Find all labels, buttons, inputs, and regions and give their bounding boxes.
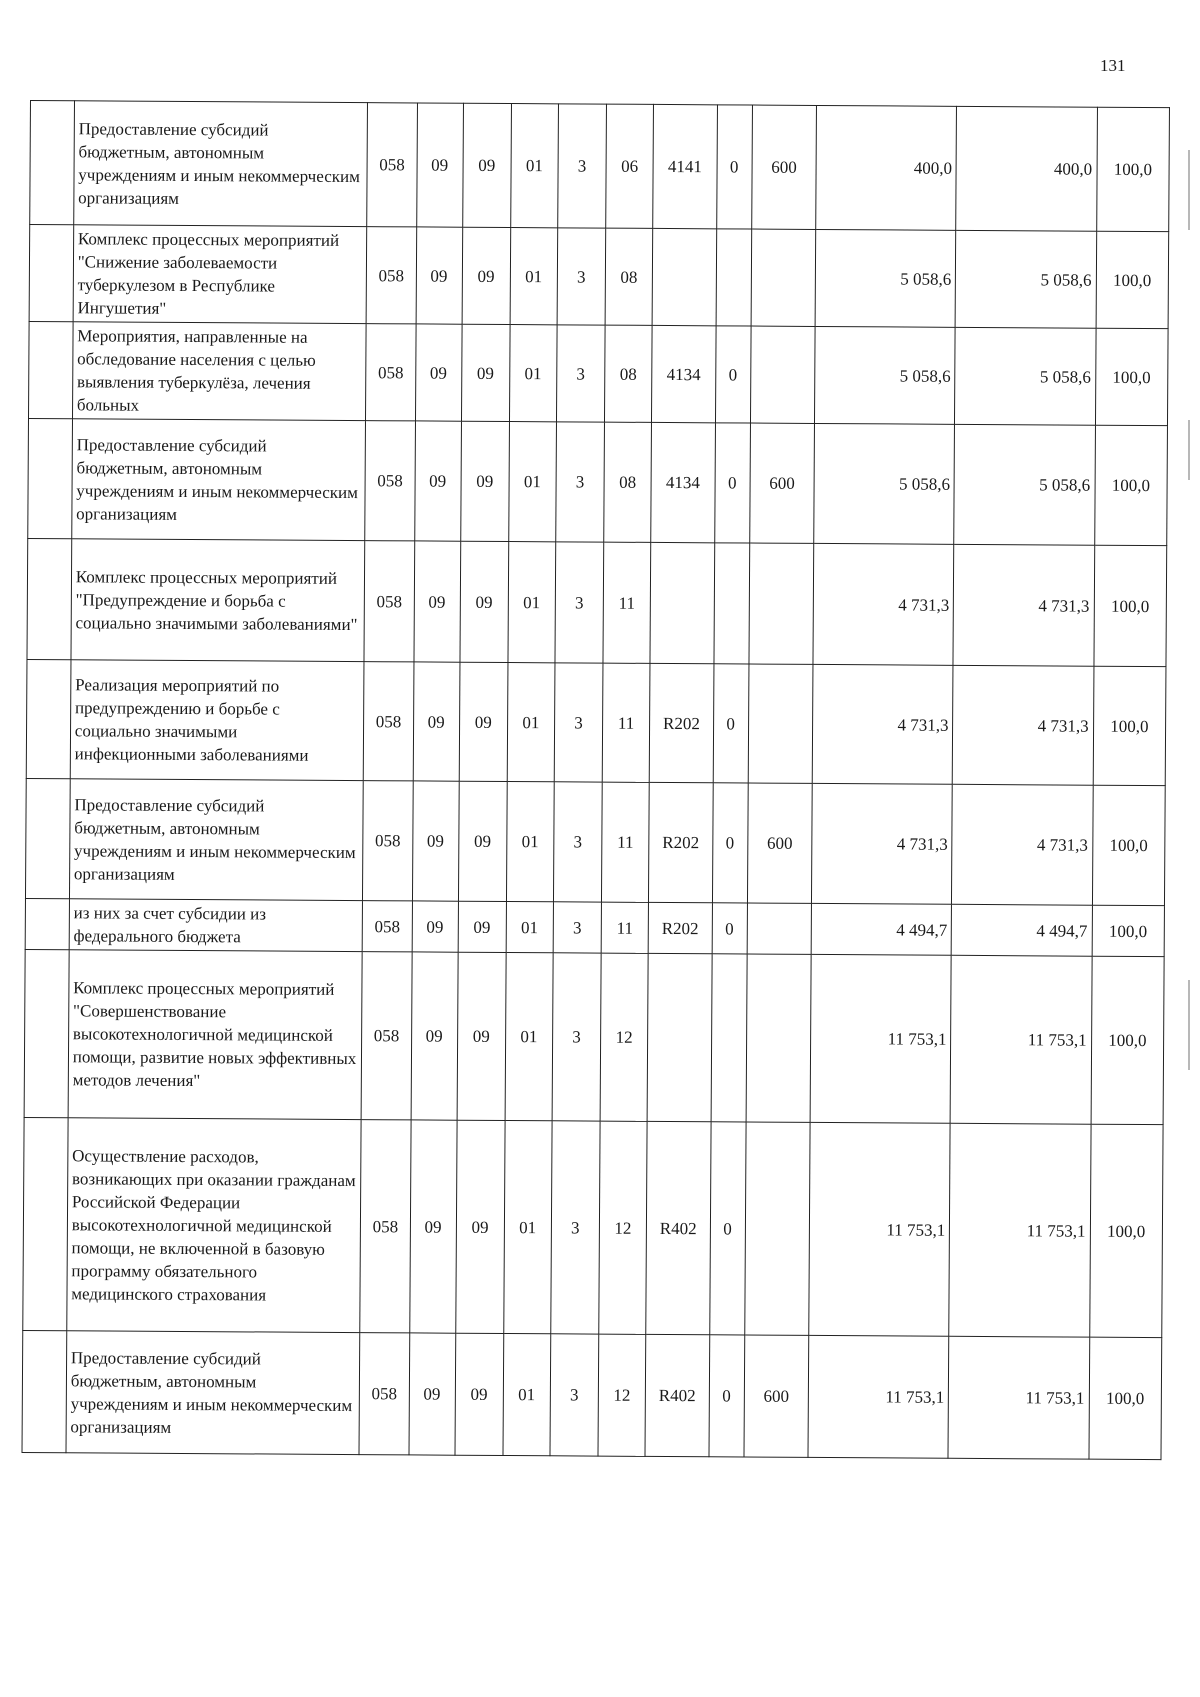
row-name-cell: Комплекс процессных мероприятий "Снижение заболеваемости туберкулезом в Республике Ингушетия" [73,225,367,324]
amount-col-2: 5 058,6 [956,230,1097,328]
code-col-5: 3 [558,104,607,228]
budget-table [21,100,1169,1460]
code-col-2: 09 [416,103,463,227]
percent-col: 100,0 [1093,666,1166,785]
row-number-cell [26,659,71,778]
code-col-1: 058 [363,781,413,901]
percent-col: 100,0 [1089,1337,1162,1459]
code-col-4: 01 [503,1333,551,1455]
row-name-cell: из них за счет субсидии из федерального бюджета [69,899,363,952]
table-row [27,538,1167,666]
code-col-5: 3 [550,1334,599,1456]
code-col-1: 058 [366,324,416,421]
code-col-1: 058 [365,421,415,541]
code-col-8: 0 [709,1122,745,1335]
table-row [29,225,1169,329]
code-col-6: 12 [598,1334,646,1456]
code-col-4: 01 [507,663,555,782]
table-row [28,418,1168,545]
table-row [23,1117,1163,1337]
code-col-9: 600 [751,105,816,229]
code-col-7: 4134 [651,422,715,542]
code-col-6: 06 [606,104,654,228]
code-col-8: 0 [715,326,751,423]
code-col-2: 09 [413,662,460,781]
amount-col-1: 5 058,6 [815,326,956,424]
code-col-7: R202 [649,663,713,782]
code-col-5: 3 [556,422,605,542]
percent-col: 100,0 [1096,107,1169,231]
code-col-9 [751,229,816,326]
percent-col: 100,0 [1092,905,1165,956]
code-col-9 [750,326,815,423]
table-row [30,101,1170,232]
code-col-1: 058 [362,901,412,952]
percent-col: 100,0 [1092,785,1165,905]
code-col-9 [749,543,814,664]
amount-col-1: 11 753,1 [810,954,951,1123]
amount-col-2: 11 753,1 [949,1123,1091,1337]
amount-col-2: 4 731,3 [952,784,1093,905]
row-number-cell [24,949,69,1117]
amount-col-1: 4 731,3 [812,783,953,904]
amount-col-1: 5 058,6 [814,423,955,544]
code-col-7: R402 [646,1121,711,1334]
code-col-3: 09 [458,781,507,901]
code-col-6: 11 [601,782,649,902]
row-name-cell: Мероприятия, направленные на обследование населения с целью выявления туберкулёза, лечения больных [72,322,366,421]
code-col-5: 3 [554,663,603,782]
code-col-9 [748,664,813,783]
code-col-2: 09 [412,781,459,901]
code-col-1: 058 [364,541,414,662]
code-col-8: 0 [716,105,752,229]
code-col-2: 09 [411,952,458,1120]
amount-col-2: 5 058,6 [955,327,1096,425]
table-body [22,101,1169,1460]
code-col-3: 09 [459,662,508,781]
code-col-7: R202 [649,782,713,902]
code-col-8: 0 [712,783,748,903]
amount-col-1: 5 058,6 [815,229,956,327]
percent-col: 100,0 [1095,328,1168,425]
row-number-cell [28,321,72,418]
row-number-cell [23,1117,68,1330]
scan-edge-mark [1188,980,1190,1070]
table-row [24,949,1164,1124]
amount-col-1: 4 494,7 [811,903,951,955]
amount-col-2: 4 731,3 [953,665,1094,785]
code-col-7 [647,953,712,1121]
code-col-9: 600 [744,1335,809,1457]
amount-col-2: 400,0 [956,106,1097,231]
code-col-4: 01 [506,782,554,902]
budget-table-sheet [21,100,1170,1582]
code-col-1: 058 [360,1120,411,1333]
code-col-1: 058 [359,1333,409,1455]
code-col-5: 3 [556,325,605,422]
row-name-cell: Предоставление субсидий бюджетным, автономным учреждениям и иным некоммерческим организациям [66,1331,360,1455]
code-col-4: 01 [504,1121,552,1334]
amount-col-2: 11 753,1 [948,1336,1089,1459]
code-col-3: 09 [457,952,506,1120]
row-name-cell: Предоставление субсидий бюджетным, автономным учреждениям и иным некоммерческим организациям [74,101,368,227]
page-number: 131 [1100,56,1126,75]
code-col-8: 0 [709,1335,745,1457]
code-col-2: 09 [414,541,461,662]
code-col-3: 09 [455,1120,505,1333]
code-col-8: 0 [713,664,749,783]
code-col-1: 058 [366,227,416,324]
row-number-cell [22,1330,67,1452]
table-row [22,1330,1162,1459]
code-col-6: 11 [603,542,651,663]
code-col-7: R402 [645,1334,709,1456]
code-col-8 [716,229,752,326]
code-col-9 [747,903,812,954]
code-col-5: 3 [552,953,601,1121]
row-name-cell: Предоставление субсидий бюджетным, автономным учреждениям и иным некоммерческим организациям [69,779,363,901]
amount-col-1: 4 731,3 [813,543,954,665]
code-col-7 [652,228,716,325]
code-col-7: R202 [648,902,712,953]
amount-col-1: 400,0 [816,105,957,230]
amount-col-2: 4 731,3 [953,544,1094,666]
code-col-3: 09 [460,421,509,541]
code-col-9 [746,954,812,1122]
scan-edge-mark [1188,420,1190,480]
scan-edge-mark [1188,150,1190,230]
row-number-cell [25,778,70,898]
code-col-5: 3 [551,1121,601,1334]
code-col-2: 09 [416,227,463,324]
code-col-6: 12 [600,953,648,1121]
row-name-cell: Комплекс процессных мероприятий "Предупреждение и борьба с социально значимыми заболеваниями" [71,539,365,662]
code-col-4: 01 [508,422,556,542]
code-col-6: 12 [599,1121,647,1334]
amount-col-1: 11 753,1 [808,1335,949,1458]
code-col-3: 09 [461,324,510,421]
code-col-8 [711,954,747,1122]
percent-col: 100,0 [1096,231,1169,328]
table-row [25,898,1164,956]
code-col-6: 11 [601,902,648,953]
code-col-2: 09 [414,421,461,541]
code-col-4: 01 [508,542,556,663]
code-col-2: 09 [409,1120,456,1333]
code-col-2: 09 [415,324,462,421]
code-col-3: 09 [462,103,511,227]
row-number-cell [29,225,73,322]
percent-col: 100,0 [1094,545,1167,666]
code-col-6: 08 [605,228,653,325]
code-col-3: 09 [460,541,509,662]
code-col-2: 09 [409,1333,456,1455]
percent-col: 100,0 [1094,425,1167,545]
row-number-cell [28,418,73,538]
percent-col: 100,0 [1089,1124,1163,1337]
table-row [26,659,1166,785]
code-col-8: 0 [714,423,750,543]
code-col-7: 4134 [652,325,716,422]
table-row [25,778,1165,905]
code-col-3: 09 [462,227,511,324]
row-name-cell: Предоставление субсидий бюджетным, автономным учреждениям и иным некоммерческим организациям [72,419,366,541]
code-col-4: 01 [510,228,558,325]
code-col-6: 08 [605,325,653,422]
code-col-5: 3 [553,782,602,902]
row-number-cell [27,538,72,659]
row-name-cell: Комплекс процессных мероприятий "Совершенствование высокотехнологичной медицинской помощи, развитие новых эффективных методов лечения" [68,950,363,1120]
code-col-9: 600 [749,423,814,543]
amount-col-1: 4 731,3 [812,664,953,784]
code-col-1: 058 [364,662,414,781]
row-name-cell: Реализация мероприятий по предупреждению и борьбе с социально значимыми инфекционными заболеваниями [70,660,364,781]
code-col-8: 0 [712,903,747,954]
code-col-9: 600 [747,783,812,903]
percent-col: 100,0 [1091,956,1164,1124]
code-col-5: 3 [557,228,606,325]
amount-col-2: 4 494,7 [952,904,1092,956]
code-col-1: 058 [361,952,411,1120]
code-col-4: 01 [506,902,553,953]
code-col-5: 3 [553,902,602,953]
code-col-1: 058 [367,103,417,227]
code-col-9 [744,1122,810,1335]
code-col-3: 09 [458,901,507,952]
code-col-4: 01 [510,104,558,228]
row-number-cell [30,101,75,225]
amount-col-2: 5 058,6 [954,424,1095,545]
code-col-4: 01 [509,325,557,422]
table-row [28,321,1168,425]
code-col-5: 3 [555,542,604,663]
code-col-2: 09 [412,901,458,952]
code-col-3: 09 [455,1333,504,1455]
code-col-4: 01 [505,953,553,1121]
code-col-8 [714,543,750,664]
code-col-6: 08 [604,422,652,542]
code-col-7: 4141 [653,104,717,228]
row-number-cell [25,898,69,949]
amount-col-1: 11 753,1 [809,1122,951,1336]
code-col-6: 11 [602,663,650,782]
code-col-7 [650,542,714,663]
row-name-cell: Осуществление расходов, возникающих при оказании гражданам Российской Федерации высокотехнологичной медицинской помощи, не включенной в базовую программу обязательного медицинского страхования [67,1118,362,1333]
amount-col-2: 11 753,1 [951,955,1092,1124]
